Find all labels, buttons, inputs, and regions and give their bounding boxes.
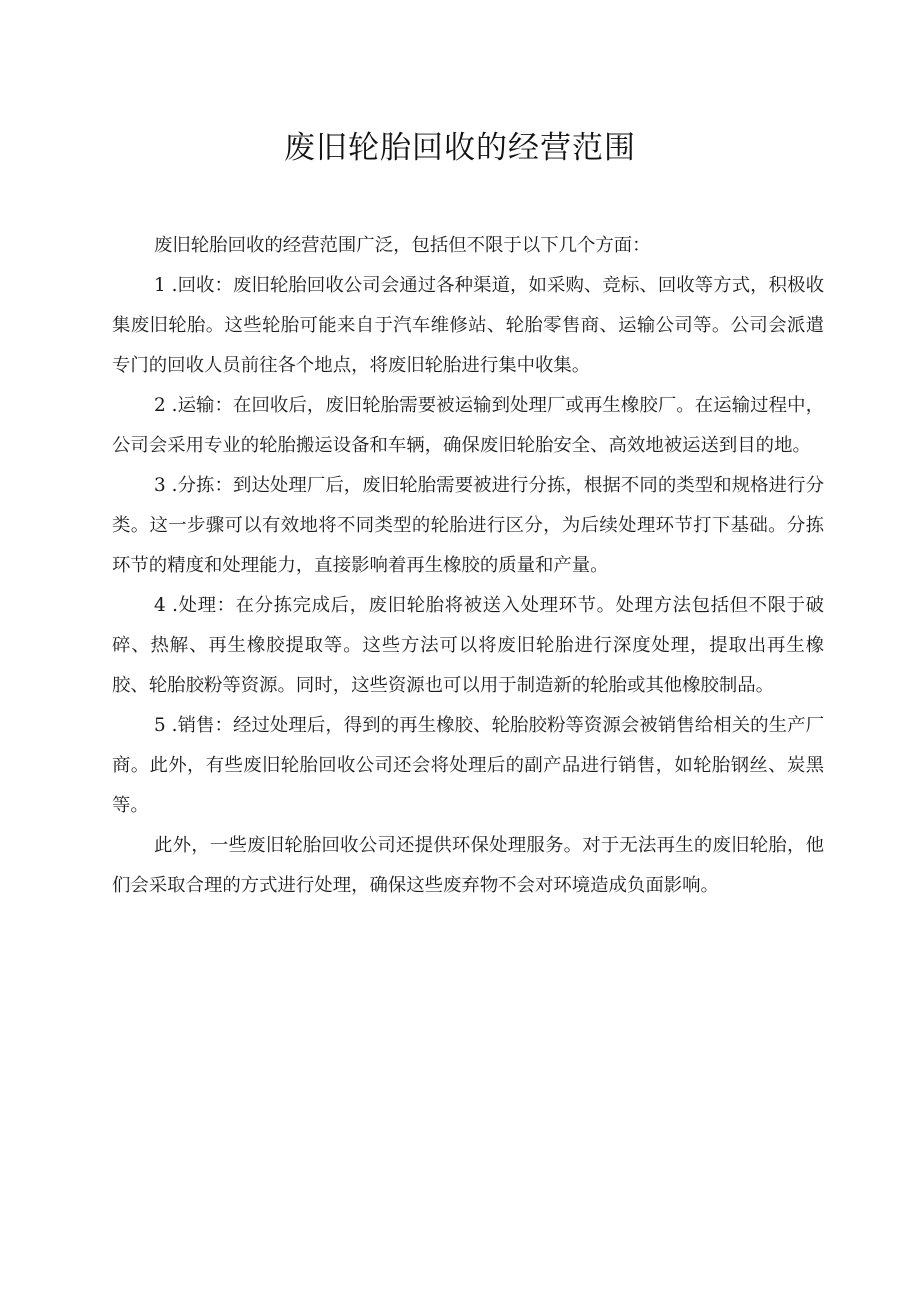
section-number: 3 xyxy=(154,475,166,496)
document-body xyxy=(112,226,824,906)
section-number: 4 xyxy=(154,595,166,616)
section-paragraph xyxy=(112,706,824,826)
intro-paragraph: 废旧轮胎回收的经营范围广泛，包括但不限于以下几个方面： xyxy=(154,235,651,256)
section-number: 1 xyxy=(154,275,166,296)
section-separator: . xyxy=(165,475,178,496)
section-text: 回收：废旧轮胎回收公司会通过各种渠道，如采购、竞标、回收等方式，积极收集废旧轮胎。这些轮胎可能来自于汽车维修站、轮胎零售商、运输公司等。公司会派遣专门的回收人员前往各个地点，将废旧轮胎进行集中收集。 xyxy=(112,275,824,376)
document-title: 废旧轮胎回收的经营范围 xyxy=(284,130,636,166)
section-paragraph xyxy=(112,586,824,706)
section-text: 处理：在分拣完成后，废旧轮胎将被送入处理环节。处理方法包括但不限于破碎、热解、再生橡胶提取等。这些方法可以将废旧轮胎进行深度处理，提取出再生橡胶、轮胎胶粉等资源。同时，这些资源也可以用于制造新的轮胎或其他橡胶制品。 xyxy=(112,595,824,696)
section-paragraph xyxy=(112,266,824,386)
section-paragraph xyxy=(112,386,824,466)
closing-paragraph: 此外，一些废旧轮胎回收公司还提供环保处理服务。对于无法再生的废旧轮胎，他们会采取合理的方式进行处理，确保这些废弃物不会对环境造成负面影响。 xyxy=(112,835,824,896)
section-number: 2 xyxy=(154,395,166,416)
section-paragraph xyxy=(112,466,824,586)
section-text: 销售：经过处理后，得到的再生橡胶、轮胎胶粉等资源会被销售给相关的生产厂商。此外，有些废旧轮胎回收公司还会将处理后的副产品进行销售，如轮胎钢丝、炭黑等。 xyxy=(112,715,824,816)
section-number: 5 xyxy=(154,715,166,736)
section-separator: . xyxy=(165,715,178,736)
section-separator: . xyxy=(165,275,178,296)
section-text: 分拣：到达处理厂后，废旧轮胎需要被进行分拣，根据不同的类型和规格进行分类。这一步骤可以有效地将不同类型的轮胎进行区分，为后续处理环节打下基础。分拣环节的精度和处理能力，直接影响着再生橡胶的质量和产量。 xyxy=(112,475,824,576)
section-separator: . xyxy=(165,395,178,416)
section-separator: . xyxy=(165,595,179,616)
section-text: 运输：在回收后，废旧轮胎需要被运输到处理厂或再生橡胶厂。在运输过程中，公司会采用专业的轮胎搬运设备和车辆，确保废旧轮胎安全、高效地被运送到目的地。 xyxy=(112,395,824,456)
